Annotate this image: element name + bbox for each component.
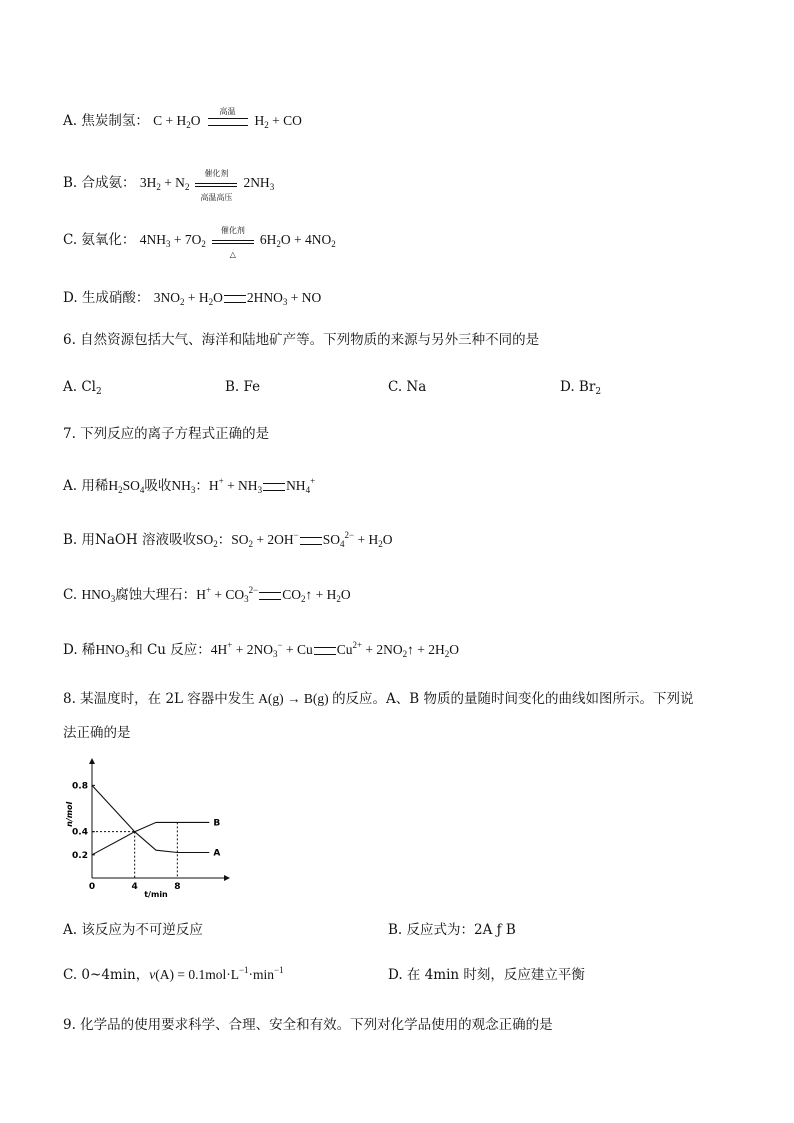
q8-option-d: D. 在 4min 时刻，反应建立平衡: [388, 967, 585, 983]
q6-option-b: B. Fe: [225, 379, 261, 395]
q8-option-c: C. 0~4min，$v(A) = 0.1mol\cdot L^{-1}\cdot\min^{-1}$: [63, 965, 284, 983]
q9-stem: 9. 化学品的使用要求科学、合理、安全和有效。下列对化学品使用的观念正确的是: [63, 1017, 553, 1033]
q5-option-b: B. 合成氨： $3H_2 + N_2$ 催化剂 高温高压 $2NH_3$: [63, 173, 274, 194]
y-tick-label: 0.8: [72, 781, 88, 792]
x-axis-arrow: [224, 875, 230, 881]
stem-text: 8. 某温度时，在 2L 容器中发生: [63, 691, 255, 707]
q7-option-c: C. $HNO_3$腐蚀大理石：$H^+ + CO_3^{2-}$ $CO_2↑ + H_2O$: [63, 585, 351, 604]
condition-bottom: 高温高压: [200, 192, 233, 202]
option-label: B. 用NaOH 溶液吸收: [63, 532, 196, 548]
option-label: C. 氨氧化：: [63, 232, 136, 248]
series-label-B: B: [213, 818, 221, 829]
series-line-A: [92, 785, 209, 852]
condition-top: 催化剂: [204, 168, 229, 178]
q7-option-a: A. 用稀$H_2SO_4$吸收$NH_3$：$H^+ + NH_3$ $NH_4^+$: [63, 476, 316, 495]
stem-text: 的反应。A、B 物质的量随时间变化的曲线如图所示。下列说: [332, 691, 694, 707]
x-tick-label: 0: [88, 882, 96, 892]
q5-option-c: C. 氨氧化： $4NH_3 + 7O_2$ 催化剂 △ $6H_2O + 4NO_2$: [63, 230, 336, 251]
condition-bottom: △: [229, 249, 236, 259]
q8-option-a: A. 该反应为不可逆反应: [63, 922, 203, 938]
y-axis-arrow: [89, 758, 95, 764]
y-tick-label: 0.4: [72, 827, 88, 838]
q6-option-a: A. $Cl_2$: [63, 379, 102, 397]
reaction-condition: [203, 106, 253, 132]
x-tick-label: 8: [174, 882, 181, 892]
x-axis-label: t/min: [144, 890, 168, 899]
option-label: C. 0~4min，: [63, 967, 150, 983]
q7-option-d: D. 稀$HNO_3$和 Cu 反应：$4H^+ + 2NO_3^- + Cu$ $Cu^{2+}$ + $2NO_2↑ + 2H_2O$: [63, 640, 460, 659]
q8-option-b: B. 反应式为：2A ƒ B: [388, 922, 516, 938]
series-label-A: A: [213, 848, 221, 859]
q7-option-b: B. 用NaOH 溶液吸收$SO_2$：$SO_2 + 2OH^-$ $SO_4^{2-} + H_2O$: [63, 530, 393, 549]
q6-stem: 6. 自然资源包括大气、海洋和陆地矿产等。下列物质的来源与另外三种不同的是: [63, 332, 540, 348]
reaction-condition: [208, 225, 258, 259]
condition-top: 高温: [219, 106, 236, 116]
q5-option-a: A. 焦炭制氢： $C + H_2O$ 高温 $H_2$ + CO: [63, 111, 302, 132]
series-line-B: [92, 822, 209, 854]
q6-option-c: C. Na: [388, 379, 427, 395]
option-label: D. 生成硝酸：: [63, 290, 150, 306]
option-mid: 和 Cu 反应：: [129, 642, 211, 658]
q5-option-d: D. 生成硝酸： $3NO_2 + H_2O$ $2HNO_3$ + NO: [63, 290, 322, 307]
option-label: D. 稀: [63, 642, 96, 658]
q8-stem-line2: 法正确的是: [63, 725, 131, 741]
reaction-condition: [191, 168, 241, 202]
option-label: A. 焦炭制氢：: [63, 113, 149, 129]
q7-stem: 7. 下列反应的离子方程式正确的是: [63, 426, 270, 442]
chart-axes: [65, 758, 230, 899]
y-axis-label: n/mol: [65, 801, 74, 827]
condition-top: 催化剂: [220, 225, 245, 235]
y-tick-label: 0.2: [72, 850, 88, 861]
option-text: A. Cl: [63, 379, 96, 395]
q6-option-d: D. $Br_2$: [560, 379, 602, 397]
option-mid: 腐蚀大理石：: [115, 587, 197, 603]
option-label: A. 用稀: [63, 478, 109, 494]
x-tick-label: 4: [131, 882, 138, 892]
option-mid: 吸收: [144, 478, 172, 494]
chart-marks: [92, 785, 220, 858]
option-text: D. Br: [560, 379, 596, 395]
reaction-chart: [60, 760, 230, 899]
option-label: B. 合成氨：: [63, 175, 136, 191]
q8-stem-line1: 8. 某温度时，在 2L 容器中发生 A(g) → B(g) 的反应。A、B 物质的量随时间变化的曲线如图所示。下列说: [63, 691, 694, 707]
option-label: C.: [63, 587, 78, 603]
